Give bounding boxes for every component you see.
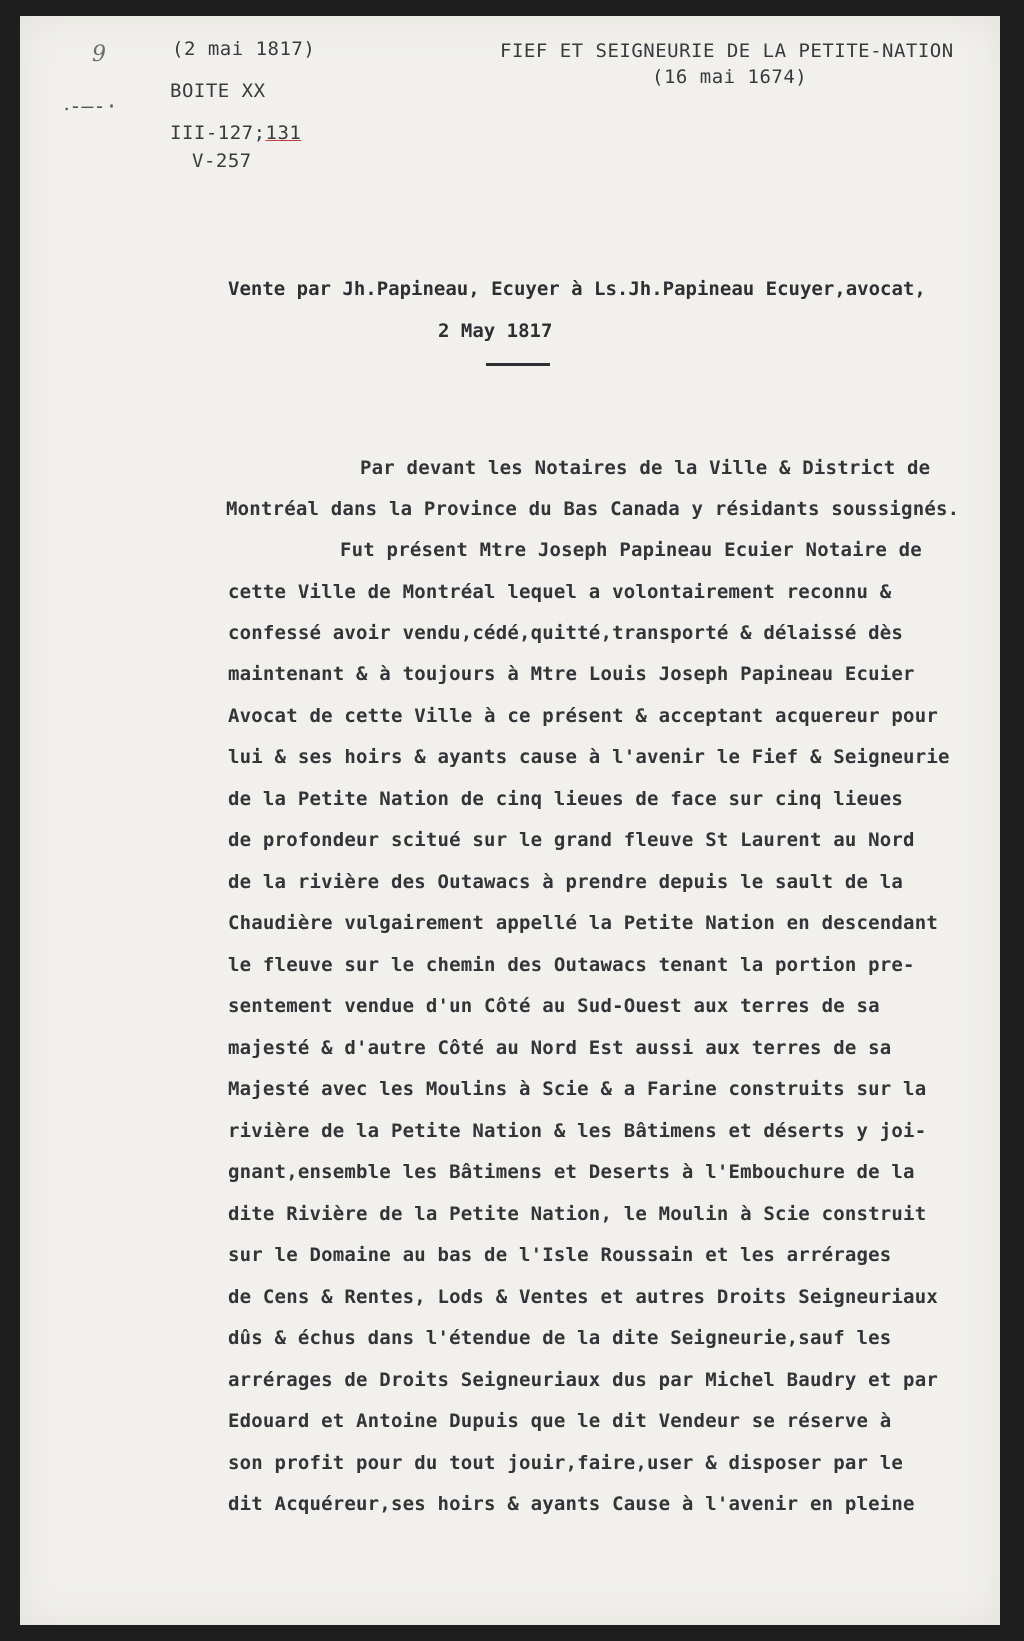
body-line: majesté & d'autre Côté au Nord Est aussi aux terres de sa <box>228 1037 892 1059</box>
body-line: dite Rivière de la Petite Nation, le Moulin à Scie construit <box>228 1203 927 1225</box>
body-line: Chaudière vulgairement appellé la Petite Nation en descendant <box>228 912 938 934</box>
body-line: dûs & échus dans l'étendue de la dite Seigneurie,sauf les <box>228 1327 892 1349</box>
header-date: (2 mai 1817) <box>172 38 316 60</box>
document-page <box>20 16 1000 1625</box>
body-line: Montréal dans la Province du Bas Canada y résidants soussignés. <box>226 498 960 520</box>
body-line: Edouard et Antoine Dupuis que le dit Vendeur se réserve à <box>228 1410 892 1432</box>
handwritten-page-number: 9 <box>92 42 106 67</box>
body-line: son profit pour du tout jouir,faire,user & disposer par le <box>228 1452 904 1474</box>
title-underline <box>486 363 550 366</box>
header-box: BOITE XX <box>170 80 266 102</box>
body-line: rivière de la Petite Nation & les Bâtimens et déserts y joi- <box>228 1120 927 1142</box>
pencil-scribble: ⸳-‒-· <box>64 94 118 118</box>
document-date: 2 May 1817 <box>438 320 553 342</box>
body-line: cette Ville de Montréal lequel a volontairement reconnu & <box>228 581 892 603</box>
body-line: le fleuve sur le chemin des Outawacs tenant la portion pre- <box>228 954 915 976</box>
body-line: lui & ses hoirs & ayants cause à l'avenir le Fief & Seigneurie <box>228 746 950 768</box>
body-line: confessé avoir vendu,cédé,quitté,transporté & délaissé dès <box>228 622 904 644</box>
body-line: de la Petite Nation de cinq lieues de face sur cinq lieues <box>228 788 904 810</box>
document-title: Vente par Jh.Papineau, Ecuyer à Ls.Jh.Papineau Ecuyer,avocat, <box>228 278 926 300</box>
body-line: sur le Domaine au bas de l'Isle Roussain et les arrérages <box>228 1244 892 1266</box>
body-line: gnant,ensemble les Bâtimens et Deserts à l'Embouchure de la <box>228 1161 915 1183</box>
body-line: Majesté avec les Moulins à Scie & a Farine construits sur la <box>228 1078 927 1100</box>
body-line: de Cens & Rentes, Lods & Ventes et autres Droits Seigneuriaux <box>228 1286 938 1308</box>
header-reference-1 <box>170 122 301 144</box>
body-line: Avocat de cette Ville à ce présent & acceptant acquereur pour <box>228 705 938 727</box>
header-fief-date: (16 mai 1674) <box>652 66 808 88</box>
body-line: de profondeur scitué sur le grand fleuve St Laurent au Nord <box>228 829 915 851</box>
body-line: dit Acquéreur,ses hoirs & ayants Cause à l'avenir en pleine <box>228 1493 915 1515</box>
body-line: sentement vendue d'un Côté au Sud-Ouest aux terres de sa <box>228 995 880 1017</box>
body-line: de la rivière des Outawacs à prendre depuis le sault de la <box>228 871 904 893</box>
header-fief-title: FIEF ET SEIGNEURIE DE LA PETITE-NATION <box>500 40 954 62</box>
header-reference-2: V-257 <box>192 150 252 172</box>
reference-1-text: III-127; <box>170 122 266 144</box>
body-line: arrérages de Droits Seigneuriaux dus par Michel Baudry et par <box>228 1369 938 1391</box>
body-line: Par devant les Notaires de la Ville & District de <box>360 457 931 479</box>
body-line: maintenant & à toujours à Mtre Louis Joseph Papineau Ecuier <box>228 663 915 685</box>
body-line: Fut présent Mtre Joseph Papineau Ecuier Notaire de <box>340 539 922 561</box>
reference-1-underlined: 131 <box>265 122 302 144</box>
